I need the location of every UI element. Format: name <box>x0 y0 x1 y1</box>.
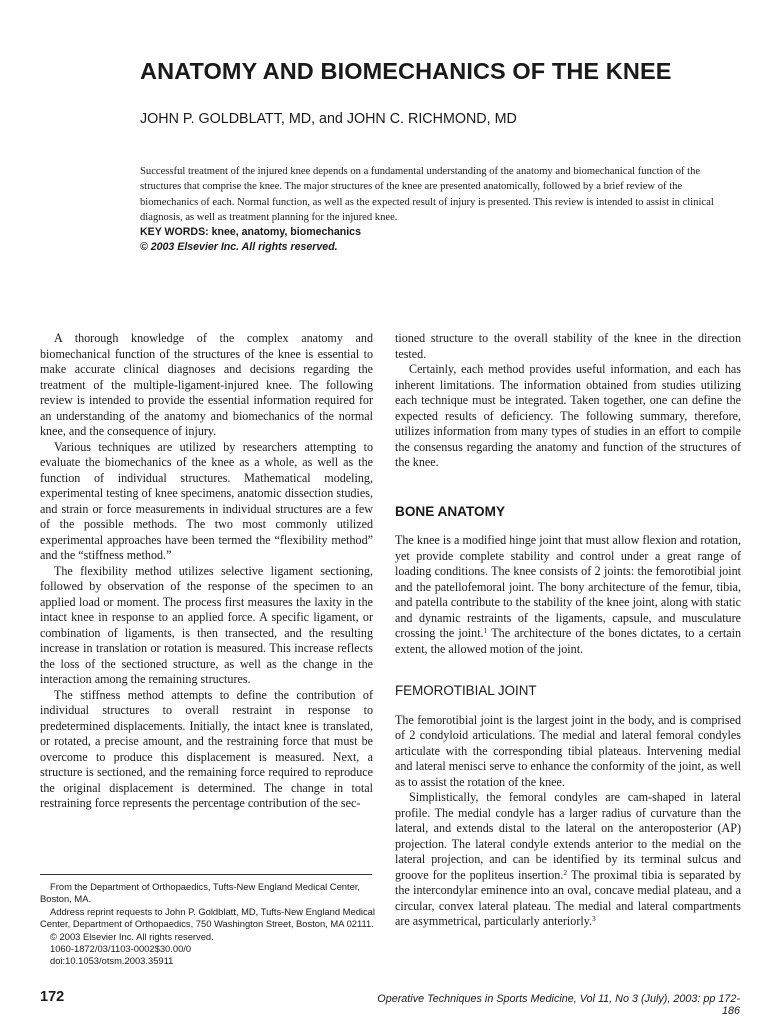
reference-marker[interactable]: 2 <box>563 867 568 877</box>
section-heading-bone-anatomy: BONE ANATOMY <box>395 503 506 519</box>
footnote-issn: 1060-1872/03/1103-0002$30.00/0 <box>50 943 192 955</box>
journal-citation: Operative Techniques in Sports Medicine, Vol 11, No 3 (July), 2003: pp 172-186 <box>377 993 740 1017</box>
body-paragraph: The femorotibial joint is the largest joint in the body, and is comprised of 2 condyloid articulations. The medial and lateral femoral condyles articulate with the corresponding tibial plateaus. Intervening medial and lateral menisci serve to enhance the conformity of the joint, as well as to assist the rotation of the knee. <box>395 712 741 789</box>
reference-marker[interactable]: 3 <box>592 914 596 923</box>
paragraph-text: The proximal tibia is separated by the intercondylar eminence into an oval, concave medial plateau, and a circular, convex lateral plateau. The medial and lateral compartments are asymmetrical, particularly anteriorly. <box>395 867 741 928</box>
footnote-copyright: © 2003 Elsevier Inc. All rights reserved. <box>50 930 214 942</box>
body-paragraph-continuation: tioned structure to the overall stability of the knee in the direction tested. <box>395 331 741 361</box>
abstract-text: Successful treatment of the injured knee depends on a fundamental understanding of the anatomy and biomechanical function of the structures that comprise the knee. The major structures of the knee are presented anatomically, followed by a brief review of the biomechanics of each. Normal function, as well as the expected result of injury is presented. This review is intended to assist in clinical diagnosis, as well as treatment planning for the injured knee. <box>140 166 714 223</box>
page-number: 172 <box>40 989 65 1005</box>
body-paragraph <box>395 533 741 657</box>
paragraph-text: The knee is a modified hinge joint that must allow flexion and rotation, yet provide complete stability and control under a great range of loading conditions. The knee consists of 2 joints: the femorotibial joint and the patellofemoral joint. The bony architecture of the femur, tibia, and patella contribute to the stability of the knee joint, along with static and dynamic restraints of the ligaments, capsule, and musculature crossing the joint. <box>395 533 741 640</box>
body-paragraph: Certainly, each method provides useful information, and each has inherent limitations. The information obtained from studies utilizing each technique must be integrated. Taken together, one can define the expected results of deficiency. The following summary, therefore, utilizes information from many types of studies in an effort to compile the consensus regarding the anatomy and function of the structures of the knee. <box>395 362 741 469</box>
paragraph-text: Simplistically, the femoral condyles are cam-shaped in lateral profile. The medial condyle has a larger radius of curvature than the lateral, and extends distal to the lateral on the anteroposterior (AP) projection. The lateral condyle extends anterior to the medial on the lateral projection, and can be identified by its terminal sulcus and groove for the popliteus insertion. <box>395 790 741 882</box>
abstract <box>140 164 730 255</box>
footnote-divider <box>40 874 372 875</box>
article-title: ANATOMY AND BIOMECHANICS OF THE KNEE <box>140 58 672 84</box>
left-column <box>40 331 373 812</box>
footnote-doi[interactable]: doi:10.1053/otsm.2003.35911 <box>50 955 174 967</box>
footnote-affiliation: From the Department of Orthopaedics, Tufts-New England Medical Center, Boston, MA. <box>40 881 361 905</box>
paragraph-text: The architecture of the bones dictates, to a certain extent, the allowed motion of the joint. <box>395 626 741 656</box>
body-paragraph: A thorough knowledge of the complex anatomy and biomechanical function of the structures of the knee is essential to make accurate clinical diagnoses and decisions regarding the treatment of the multiple-ligament-injured knee. The following review is intended to provide the essential information required for an understanding of the anatomy and biomechanics of the normal knee, and the consequence of injury. <box>40 331 373 438</box>
footnote-reprint: Address reprint requests to John P. Goldblatt, MD, Tufts-New England Medical Center, Department of Orthopaedics, 750 Washington Street, Boston, MA 02111. <box>40 905 375 930</box>
subheading-femorotibial-joint: FEMOROTIBIAL JOINT <box>395 683 537 698</box>
right-column <box>395 331 741 930</box>
author-line: JOHN P. GOLDBLATT, MD, and JOHN C. RICHMOND, MD <box>140 111 517 127</box>
body-paragraph: The flexibility method utilizes selective ligament sectioning, followed by observation of the response of the specimen to an applied load or moment. The process first measures the laxity in the intact knee in response to an applied force. A specific ligament, or combination of ligaments, is then transected, and the resulting increase in translation or rotation is measured. This increase reflects the loss of the sectioned structure, as well as the change in the interaction among the remaining structures. <box>40 563 373 686</box>
footnotes <box>40 881 380 968</box>
body-paragraph: Various techniques are utilized by researchers attempting to evaluate the biomechanics of the knee as a whole, as well as the function of individual structures. Mathematical modeling, experimental testing of knee specimens, anatomic dissection studies, and strain or force measurements in individual structures are a few of the possible methods. The two most commonly utilized experimental approaches have been termed the “flexibility method” and the “stiffness method.” <box>40 439 373 562</box>
body-paragraph: The stiffness method attempts to define the contribution of individual structures to overall restraint in response to predetermined displacements. Initially, the intact knee is translated, or rotated, a precise amount, and the restraining force that must be overcome to produce this displacement is measured. Next, a structure is sectioned, and the remaining force required to reproduce the original displacement is determined. The change in total restraining force represents the percentage contribution of the sec- <box>40 687 373 810</box>
body-paragraph <box>395 790 741 930</box>
abstract-copyright: © 2003 Elsevier Inc. All rights reserved. <box>140 241 338 254</box>
keywords: KEY WORDS: knee, anatomy, biomechanics <box>140 226 361 239</box>
reference-marker[interactable]: 1 <box>483 626 488 635</box>
